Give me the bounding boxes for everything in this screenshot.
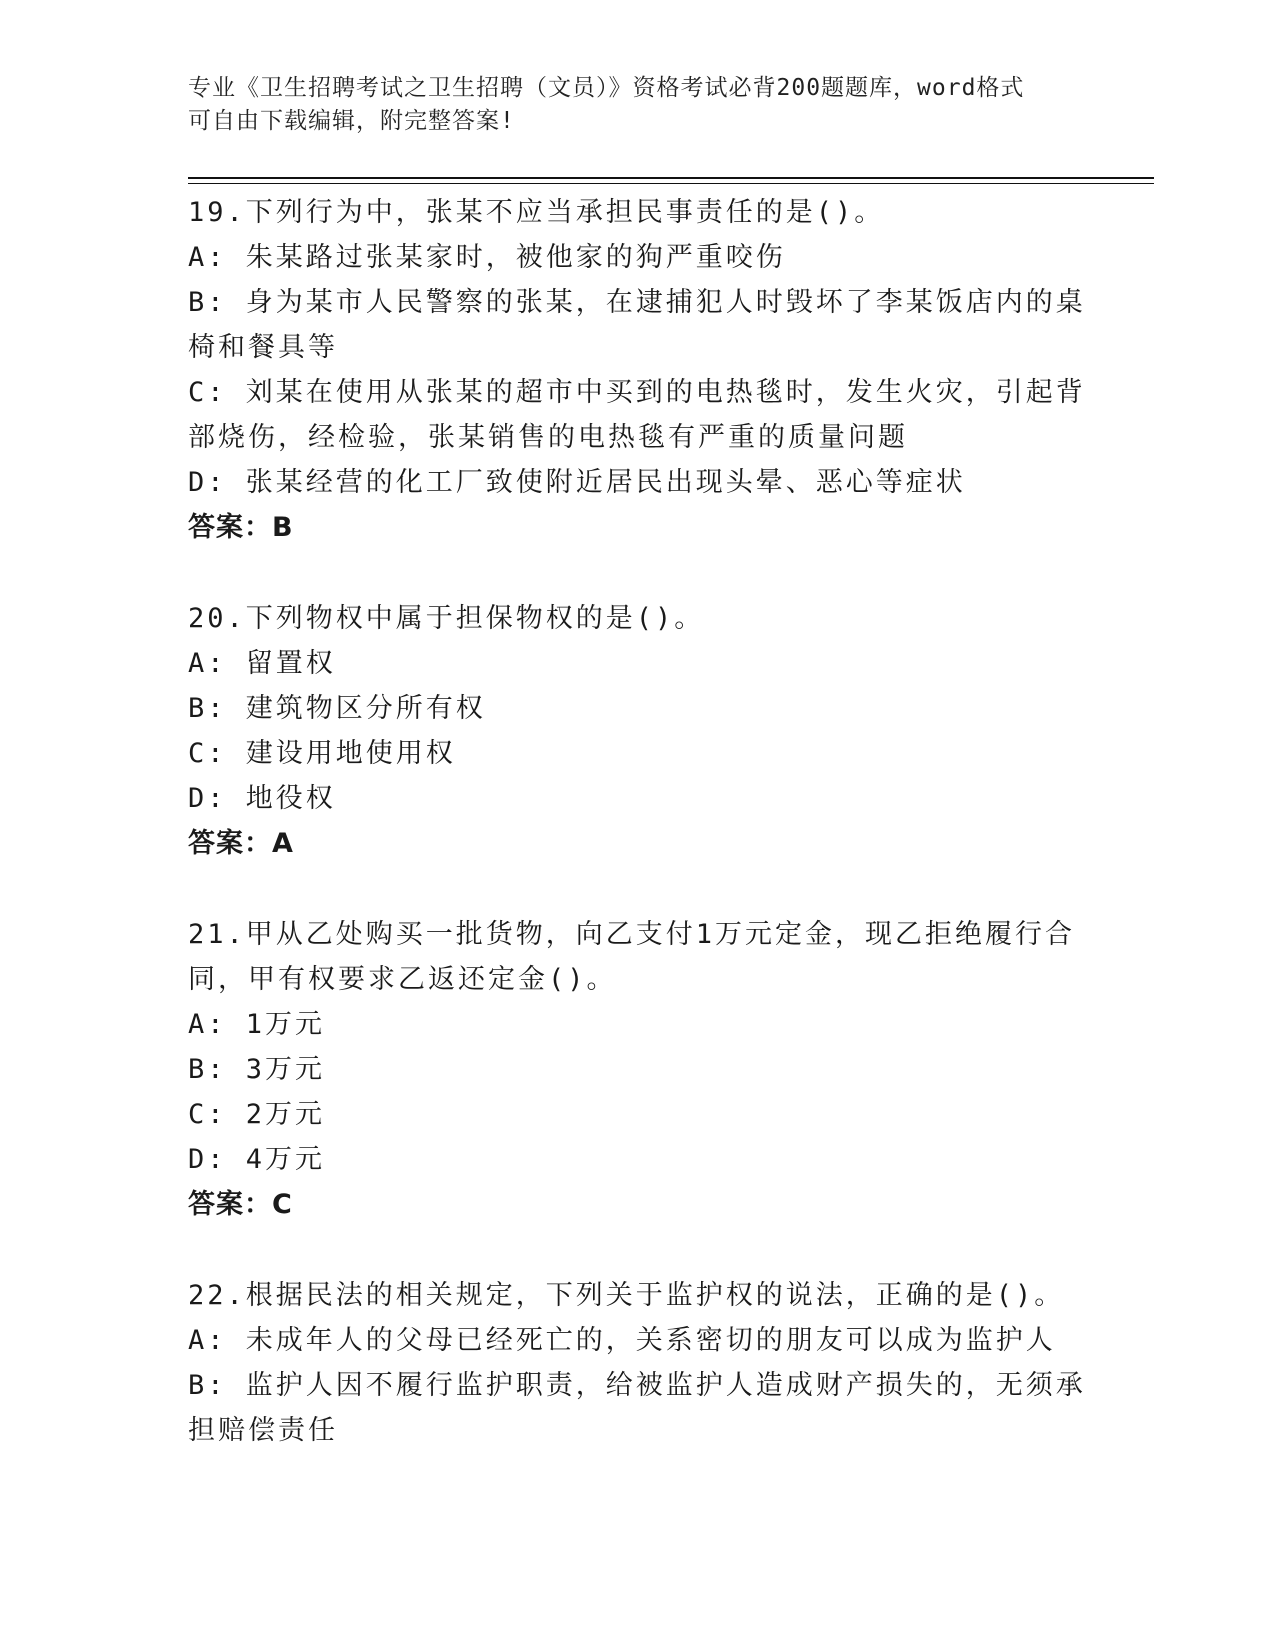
option-b: B: 身为某市人民警察的张某，在逮捕犯人时毁坏了李某饭店内的桌椅和餐具等 [188,287,1086,363]
option-a: A: 1万元 [188,1009,326,1040]
answer-label: 答案：B [188,512,294,543]
option-d: D: 4万元 [188,1144,326,1175]
question-list [188,190,1088,1499]
option-c: C: 建设用地使用权 [188,738,456,769]
header-line-1: 专业《卫生招聘考试之卫生招聘（文员）》资格考试必背200题题库，word格式 [188,75,1025,101]
question-20 [188,596,1088,866]
option-a: A: 朱某路过张某家时，被他家的狗严重咬伤 [188,242,786,273]
option-d: D: 张某经营的化工厂致使附近居民出现头晕、恶心等症状 [188,467,966,498]
option-c: C: 刘某在使用从张某的超市中买到的电热毯时，发生火灾，引起背部烧伤，经检验，张某销售的电热毯有严重的质量问题 [188,377,1086,453]
document-header [188,72,1088,138]
question-19 [188,190,1088,550]
question-22 [188,1273,1088,1453]
question-stem: 22.根据民法的相关规定，下列关于监护权的说法，正确的是()。 [188,1280,1065,1311]
option-a: A: 未成年人的父母已经死亡的，关系密切的朋友可以成为监护人 [188,1325,1056,1356]
option-b: B: 监护人因不履行监护职责，给被监护人造成财产损失的，无须承担赔偿责任 [188,1370,1086,1446]
question-21 [188,912,1088,1227]
header-line-2: 可自由下载编辑，附完整答案! [188,108,515,134]
answer-label: 答案：A [188,828,294,859]
option-c: C: 2万元 [188,1099,326,1130]
answer-label: 答案：C [188,1189,293,1220]
option-b: B: 建筑物区分所有权 [188,693,486,724]
question-stem: 19.下列行为中，张某不应当承担民事责任的是()。 [188,197,885,228]
question-stem: 20.下列物权中属于担保物权的是()。 [188,603,705,634]
header-rule-thin [188,183,1154,184]
header-rule-thick [188,177,1154,179]
option-d: D: 地役权 [188,783,336,814]
question-stem: 21.甲从乙处购买一批货物，向乙支付1万元定金，现乙拒绝履行合同，甲有权要求乙返还定金()。 [188,919,1076,995]
option-a: A: 留置权 [188,648,336,679]
option-b: B: 3万元 [188,1054,326,1085]
